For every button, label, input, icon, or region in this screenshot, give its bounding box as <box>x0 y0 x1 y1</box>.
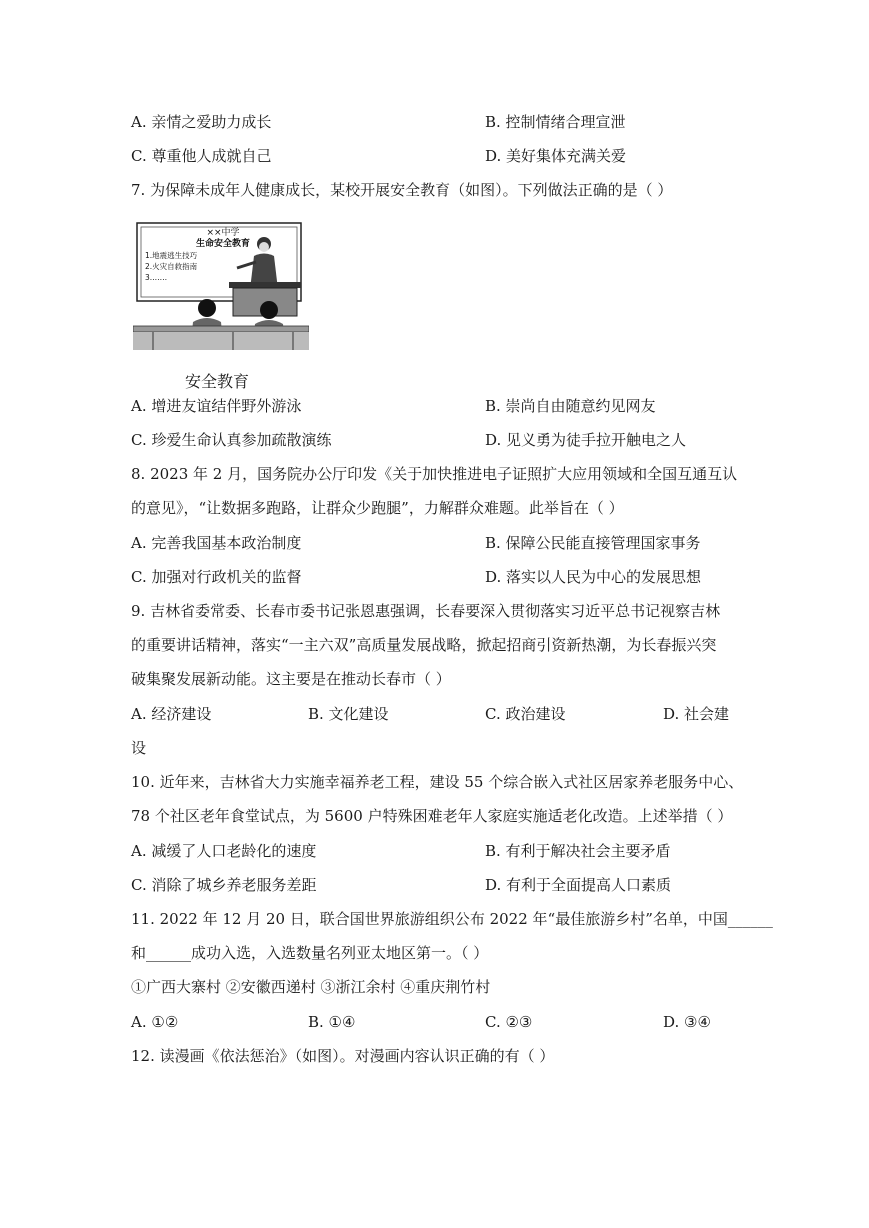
q9-stem-line2: 的重要讲话精神，落实“一主六双”高质量发展战略，掀起招商引资新热潮，为长春振兴突 <box>131 636 717 654</box>
q9-option-d: D. 社会建 <box>663 705 730 723</box>
q8-option-a: A. 完善我国基本政治制度 <box>131 534 302 552</box>
q8-option-d: D. 落实以人民为中心的发展思想 <box>485 568 702 586</box>
q7-option-c: C. 珍爱生命认真参加疏散演练 <box>131 431 332 449</box>
q7-option-a: A. 增进友谊结伴野外游泳 <box>131 397 302 415</box>
q8-option-c: C. 加强对行政机关的监督 <box>131 568 302 586</box>
q10-stem-line1: 10. 近年来，吉林省大力实施幸福养老工程，建设 55 个综合嵌入式社区居家养老服务中心、 <box>131 773 744 791</box>
q11-option-b: B. ①④ <box>308 1013 356 1031</box>
q9-stem-line3: 破集聚发展新动能。这主要是在推动长春市（ ） <box>131 670 451 688</box>
q10-option-c: C. 消除了城乡养老服务差距 <box>131 876 317 894</box>
q6-option-b: B. 控制情绪合理宣泄 <box>485 113 626 131</box>
q11-stem-line1: 11. 2022 年 12 月 20 日，联合国世界旅游组织公布 2022 年“最佳旅游乡村”名单，中国______ <box>131 910 773 928</box>
q9-option-c: C. 政治建设 <box>485 705 566 723</box>
q10-option-d: D. 有利于全面提高人口素质 <box>485 876 672 894</box>
q12-stem: 12. 读漫画《依法惩治》（如图）。对漫画内容认识正确的有（ ） <box>131 1047 555 1065</box>
q8-stem-line1: 8. 2023 年 2 月，国务院办公厅印发《关于加快推进电子证照扩大应用领域和全国互通互认 <box>131 465 738 483</box>
q10-option-a: A. 减缓了人口老龄化的速度 <box>131 842 317 860</box>
figure-caption: 安全教育 <box>185 372 250 391</box>
q10-option-b: B. 有利于解决社会主要矛盾 <box>485 842 671 860</box>
q9-stem-line1: 9. 吉林省委常委、长春市委书记张恩惠强调，长春要深入贯彻落实习近平总书记视察吉林 <box>131 602 721 620</box>
q7-option-d: D. 见义勇为徒手拉开触电之人 <box>485 431 687 449</box>
q6-option-a: A. 亲情之爱助力成长 <box>131 113 272 131</box>
safety-education-illustration <box>133 218 309 350</box>
board-item-2: 2.火灾自救指南 <box>145 262 198 271</box>
q11-option-a: A. ①② <box>131 1013 179 1031</box>
q8-option-b: B. 保障公民能直接管理国家事务 <box>485 534 701 552</box>
q11-items: ①广西大寨村 ②安徽西递村 ③浙江余村 ④重庆荆竹村 <box>131 978 491 996</box>
board-item-1: 1.地震逃生技巧 <box>145 251 198 260</box>
board-school-name: ××中学 <box>206 228 240 238</box>
q8-stem-line2: 的意见》，“让数据多跑路，让群众少跑腿”，力解群众难题。此举旨在（ ） <box>131 499 624 517</box>
q10-stem-line2: 78 个社区老年食堂试点，为 5600 户特殊困难老年人家庭实施适老化改造。上述举措（ ） <box>131 807 733 825</box>
board-item-3: 3.…… <box>145 273 168 282</box>
q11-option-c: C. ②③ <box>485 1013 533 1031</box>
q9-option-a: A. 经济建设 <box>131 705 212 723</box>
q11-option-d: D. ③④ <box>663 1013 711 1031</box>
q6-option-c: C. 尊重他人成就自己 <box>131 147 272 165</box>
q7-stem: 7. 为保障未成年人健康成长，某校开展安全教育（如图）。下列做法正确的是（ ） <box>131 181 673 199</box>
q9-option-b: B. 文化建设 <box>308 705 389 723</box>
q7-option-b: B. 崇尚自由随意约见网友 <box>485 397 656 415</box>
board-title: 生命安全教育 <box>195 239 251 249</box>
q9-option-d-wrap: 设 <box>131 739 147 757</box>
q11-stem-line2: 和______成功入选，入选数量名列亚太地区第一。（ ） <box>131 944 489 962</box>
q6-option-d: D. 美好集体充满关爱 <box>485 147 627 165</box>
